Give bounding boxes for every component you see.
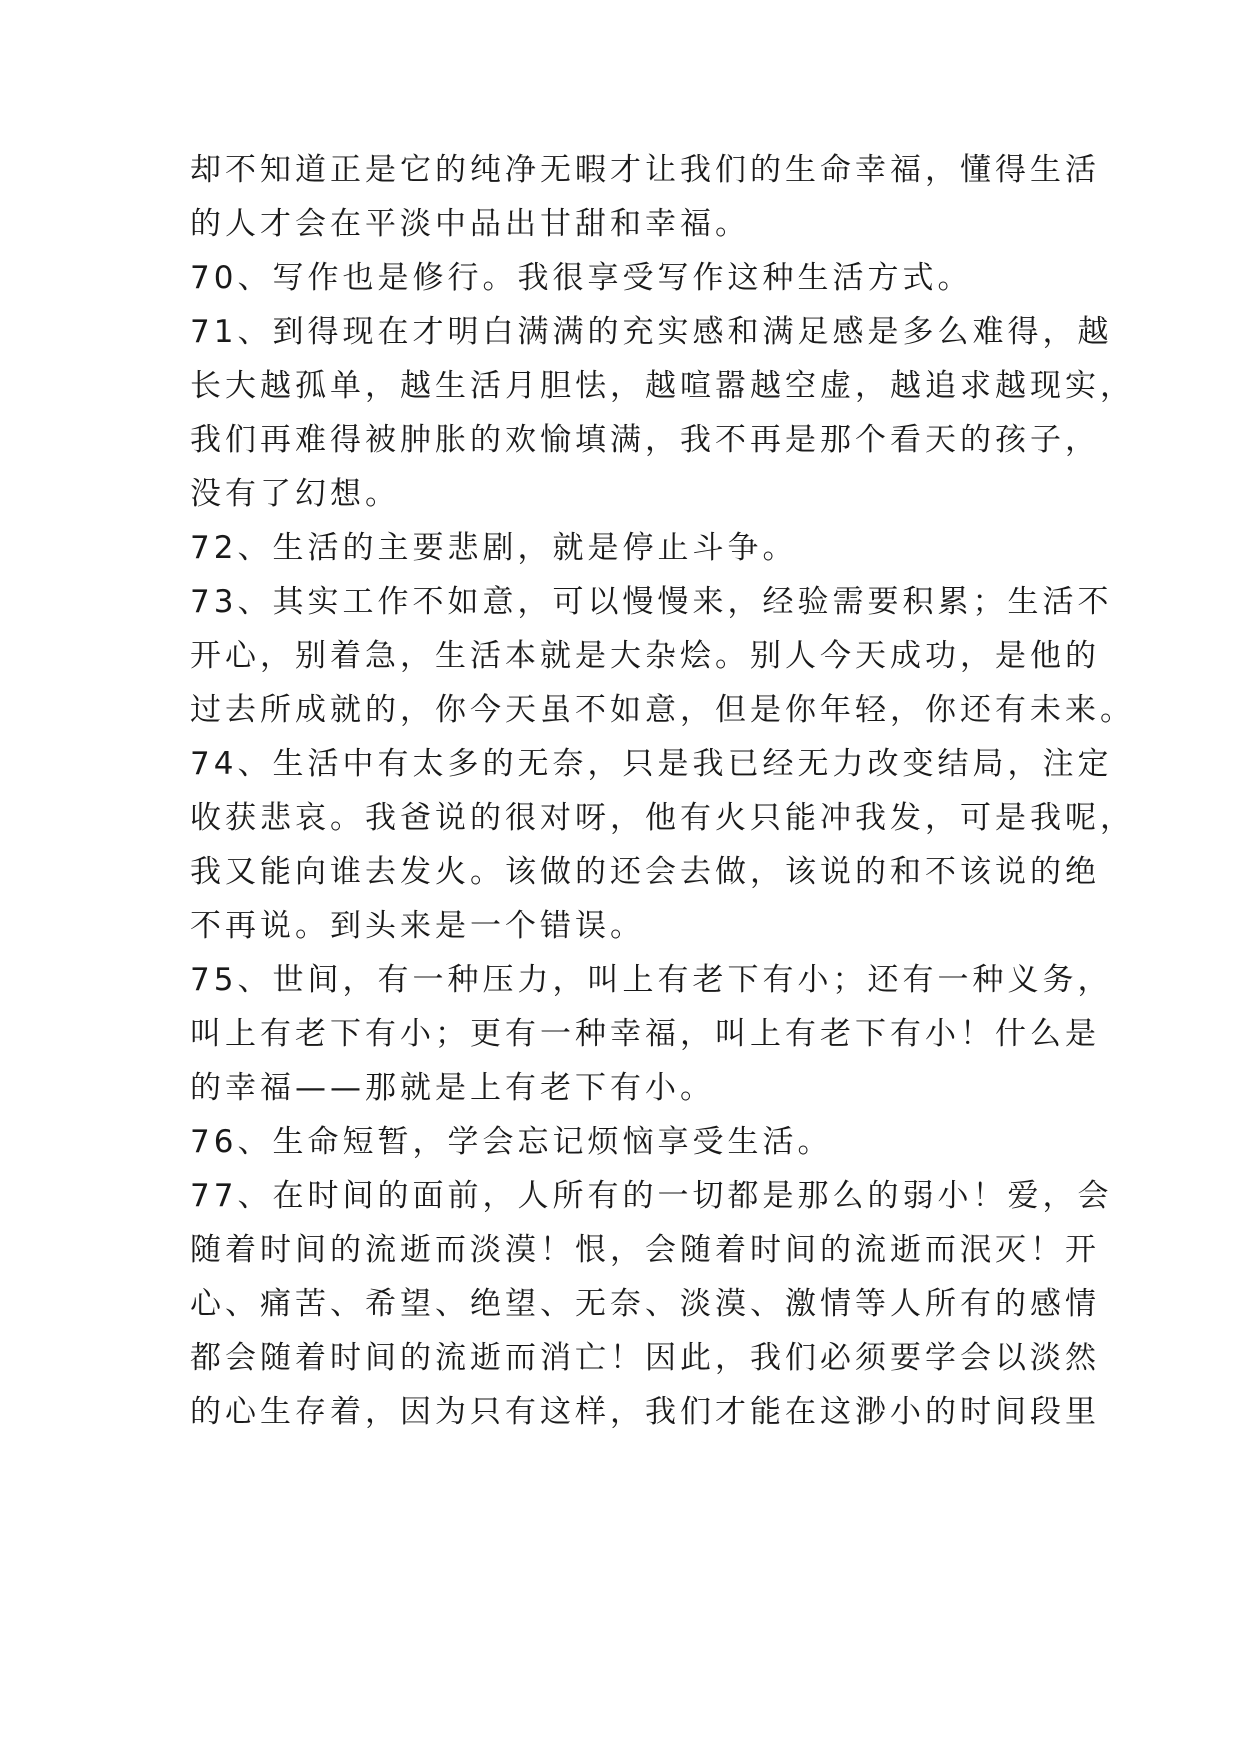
- text-line: 74、生活中有太多的无奈，只是我已经无力改变结局，注定: [190, 746, 1113, 782]
- text-line: 76、生命短暂，学会忘记烦恼享受生活。: [190, 1124, 833, 1160]
- text-line: 的心生存着，因为只有这样，我们才能在这渺小的时间段里: [190, 1394, 1100, 1430]
- text-line: 70、写作也是修行。我很享受写作这种生活方式。: [190, 260, 973, 296]
- text-line: 73、其实工作不如意，可以慢慢来，经验需要积累；生活不: [190, 584, 1113, 620]
- text-line: 72、生活的主要悲剧，就是停止斗争。: [190, 530, 798, 566]
- text-line: 我又能向谁去发火。该做的还会去做，该说的和不该说的绝: [190, 854, 1100, 890]
- text-line: 随着时间的流逝而淡漠！恨，会随着时间的流逝而泯灭！开: [190, 1232, 1100, 1268]
- text-line: 收获悲哀。我爸说的很对呀，他有火只能冲我发，可是我呢，: [190, 800, 1135, 836]
- text-line: 心、痛苦、希望、绝望、无奈、淡漠、激情等人所有的感情: [190, 1286, 1100, 1322]
- text-line: 的幸福——那就是上有老下有小。: [190, 1070, 715, 1106]
- text-line: 71、到得现在才明白满满的充实感和满足感是多么难得，越: [190, 314, 1113, 350]
- text-line: 的人才会在平淡中品出甘甜和幸福。: [190, 206, 750, 242]
- text-line: 75、世间，有一种压力，叫上有老下有小；还有一种义务，: [190, 962, 1113, 998]
- text-line: 叫上有老下有小；更有一种幸福，叫上有老下有小！什么是: [190, 1016, 1100, 1052]
- text-line: 长大越孤单，越生活月胆怯，越喧嚣越空虚，越追求越现实，: [190, 368, 1135, 404]
- text-line: 我们再难得被肿胀的欢愉填满，我不再是那个看天的孩子，: [190, 422, 1100, 458]
- text-line: 不再说。到头来是一个错误。: [190, 908, 645, 944]
- text-line: 却不知道正是它的纯净无暇才让我们的生命幸福，懂得生活: [190, 152, 1100, 188]
- text-line: 没有了幻想。: [190, 476, 400, 512]
- text-line: 77、在时间的面前，人所有的一切都是那么的弱小！爱，会: [190, 1178, 1113, 1214]
- text-line: 过去所成就的，你今天虽不如意，但是你年轻，你还有未来。: [190, 692, 1135, 728]
- text-line: 开心，别着急，生活本就是大杂烩。别人今天成功，是他的: [190, 638, 1100, 674]
- text-line: 都会随着时间的流逝而消亡！因此，我们必须要学会以淡然: [190, 1340, 1100, 1376]
